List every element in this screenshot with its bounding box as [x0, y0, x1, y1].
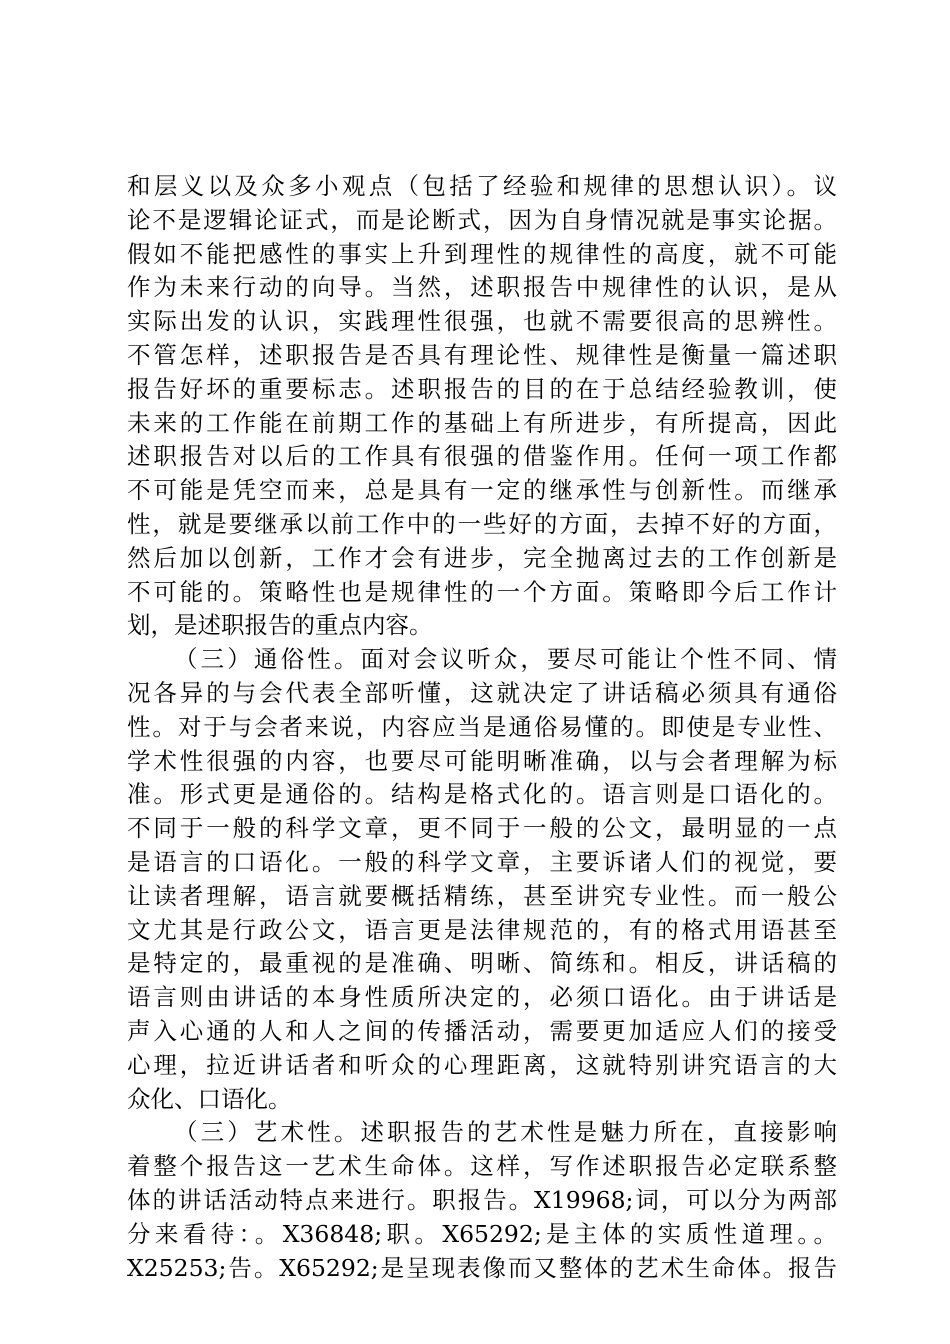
text-line: 着整个报告这一艺术生命体。这样，写作述职报告必定联系整 [127, 1152, 837, 1181]
text-line: 心理，拉近讲话者和听众的心理距离，这就特别讲究语言的大 [127, 1050, 837, 1079]
text-line: 况各异的与会代表全部听懂，这就决定了讲话稿必须具有通俗 [127, 678, 837, 707]
text-line: 分来看待：。X36848;职。X65292;是主体的实质性道理。。 [127, 1219, 837, 1248]
text-line: 语言则由讲话的本身性质所决定的，必须口语化。由于讲话是 [127, 983, 837, 1012]
text-line: 不可能是凭空而来，总是具有一定的继承性与创新性。而继承 [127, 476, 837, 505]
text-line: 不管怎样，述职报告是否具有理论性、规律性是衡量一篇述职 [127, 340, 837, 369]
text-line: 学术性很强的内容，也要尽可能明晰准确，以与会者理解为标 [127, 746, 837, 775]
text-line: 论不是逻辑论证式，而是论断式，因为自身情况就是事实论据。 [127, 205, 837, 234]
text-line: 不同于一般的科学文章，更不同于一般的公文，最明显的一点 [127, 814, 837, 843]
text-line: 述职报告对以后的工作具有很强的借鉴作用。任何一项工作都 [127, 442, 837, 471]
text-line: 众化、口语化。 [127, 1084, 292, 1113]
text-line: 和层义以及众多小观点（包括了经验和规律的思想认识）。议 [127, 172, 837, 200]
text-line: 划，是述职报告的重点内容。 [127, 611, 433, 640]
text-line: 是语言的口语化。一般的科学文章，主要诉诸人们的视觉，要 [127, 847, 837, 876]
text-line: （三）通俗性。面对会议听众，要尽可能让个性不同、情 [174, 645, 837, 674]
text-line: X25253;告。X65292;是呈现表像而又整体的艺术生命体。报告 [127, 1253, 837, 1282]
text-line: 准。形式更是通俗的。结构是格式化的。语言则是口语化的。 [127, 780, 837, 809]
text-line: 让读者理解，语言就要概括精练，甚至讲究专业性。而一般公 [127, 881, 837, 910]
text-line: 是特定的，最重视的是准确、明晰、简练和。相反，讲话稿的 [127, 949, 837, 978]
text-line: 实际出发的认识，实践理性很强，也就不需要很高的思辨性。 [127, 307, 837, 336]
body-text [127, 170, 837, 1285]
text-line: 未来的工作能在前期工作的基础上有所进步，有所提高，因此 [127, 408, 837, 437]
text-line: 然后加以创新，工作才会有进步，完全抛离过去的工作创新是 [127, 543, 837, 572]
text-line: 声入心通的人和人之间的传播活动，需要更加适应人们的接受 [127, 1016, 837, 1045]
text-line: 体的讲话活动特点来进行。职报告。X19968;词，可以分为两部 [127, 1185, 837, 1214]
text-line: （三）艺术性。述职报告的艺术性是魅力所在，直接影响 [174, 1118, 837, 1147]
text-line: 假如不能把感性的事实上升到理性的规律性的高度，就不可能 [127, 239, 837, 268]
text-line: 不可能的。策略性也是规律性的一个方面。策略即今后工作计 [127, 577, 837, 606]
text-line: 性，就是要继承以前工作中的一些好的方面，去掉不好的方面， [127, 509, 837, 538]
text-line: 性。对于与会者来说，内容应当是通俗易懂的。即使是专业性、 [127, 712, 837, 741]
text-line: 报告好坏的重要标志。述职报告的目的在于总结经验教训，使 [127, 374, 837, 403]
text-line: 作为未来行动的向导。当然，述职报告中规律性的认识，是从 [127, 273, 837, 302]
text-line: 文尤其是行政公文，语言更是法律规范的，有的格式用语甚至 [127, 915, 837, 944]
